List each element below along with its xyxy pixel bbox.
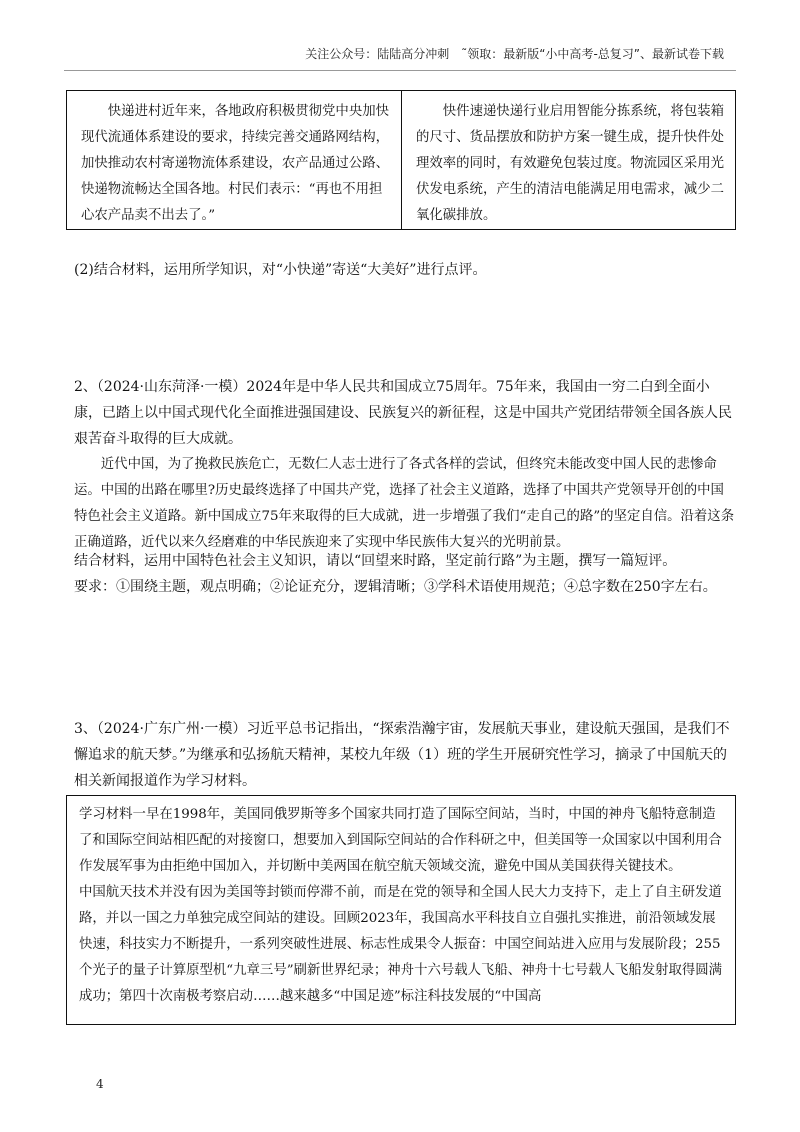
- question-2-task: 结合材料，运用中国特色社会主义知识，请以“回望来时路，坚定前行路”为主题，撰写一篇短评。: [74, 553, 677, 569]
- question-2-material: 近代中国，为了挽救民族危亡，无数仁人志士进行了各式各样的尝试，但终究未能改变中国人民的悲惨命运。中国的出路在哪里?历史最终选择了中国共产党，选择了社会主义道路，选择了中国共产党领导开创的中国特色社会主义道路。新中国成立75年来取得的巨大成就，进一步增强了我们“走自己的路”的坚定自信。沿着这条正确道路，近代以来久经磨难的中华民族迎来了实现中华民族伟大复兴的光明前景。: [74, 457, 735, 550]
- page-number: 4: [96, 1077, 104, 1091]
- table-cell-left: 快递进村近年来，各地政府积极贯彻党中央加快现代流通体系建设的要求，持续完善交通路网结构，加快推动农村寄递物流体系建设，农产品通过公路、快递物流畅达全国各地。村民们表示：“再也不用担心农产品卖不出去了。”: [81, 104, 389, 223]
- question-2-requirements: 要求：①围绕主题，观点明确；②论证充分，逻辑清晰；③学科术语使用规范；④总字数在250字左右。: [74, 579, 717, 595]
- question-1-part-2: (2)结合材料，运用所学知识，对“小快递”寄送“大美好”进行点评。: [74, 262, 487, 278]
- material-paragraph-2: 中国航天技术并没有因为美国等封锁而停滞不前，而是在党的领导和全国人民大力支持下，走上了自主研发道路，并以一国之力单独完成空间站的建设。回顾2023年，我国高水平科技自立自强扎实推进，前沿领域发展快速，科技实力不断提升，一系列突破性进展、标志性成果令人振奋：中国空间站进入应用与发展阶段；255个光子的量子计算原型机“九章三号”刷新世界纪录；神舟十六号载人飞船、神舟十七号载人飞船发射取得圆满成功；第四十次南极考察启动……越来越多“中国足迹”标注科技发展的“中国高: [79, 885, 723, 1004]
- question-2-intro: 2、（2024·山东菏泽·一模）2024年是中华人民共和国成立75周年。75年来，我国由一穷二白到全面小康，已踏上以中国式现代化全面推进强国建设、民族复兴的新征程，这是中国共产党团结带领全国各族人民艰苦奋斗取得的巨大成就。: [74, 379, 732, 447]
- material-table: [66, 90, 736, 230]
- header-divider: [64, 70, 736, 71]
- question-3-material-box: [66, 795, 736, 1025]
- material-paragraph-1: 学习材料一早在1998年，美国同俄罗斯等多个国家共同打造了国际空间站，当时，中国的神舟飞船特意制造了和国际空间站相匹配的对接窗口，想要加入到国际空间站的合作科研之中，但美国等一众国家以中国利用合作发展军事为由拒绝中国加入，并切断中美两国在航空航天领域交流，避免中国从美国获得关键技术。: [79, 807, 722, 874]
- page-header: 关注公众号：陆陆高分冲刺 ˜领取：最新版“小中高考-总复习”、最新试卷下载: [305, 47, 724, 61]
- question-3-intro: 3、（2024·广东广州·一模）习近平总书记指出，“探索浩瀚宇宙，发展航天事业，建设航天强国，是我们不懈追求的航天梦。”为继承和弘扬航天精神，某校九年级（1）班的学生开展研究性学习，摘录了中国航天的相关新闻报道作为学习材料。: [74, 721, 730, 789]
- table-cell-right: 快件速递快递行业启用智能分拣系统，将包装箱的尺寸、货品摆放和防护方案一键生成，提升快件处理效率的同时，有效避免包装过度。物流园区采用光伏发电系统，产生的清洁电能满足用电需求，减少二氧化碳排放。: [401, 91, 735, 229]
